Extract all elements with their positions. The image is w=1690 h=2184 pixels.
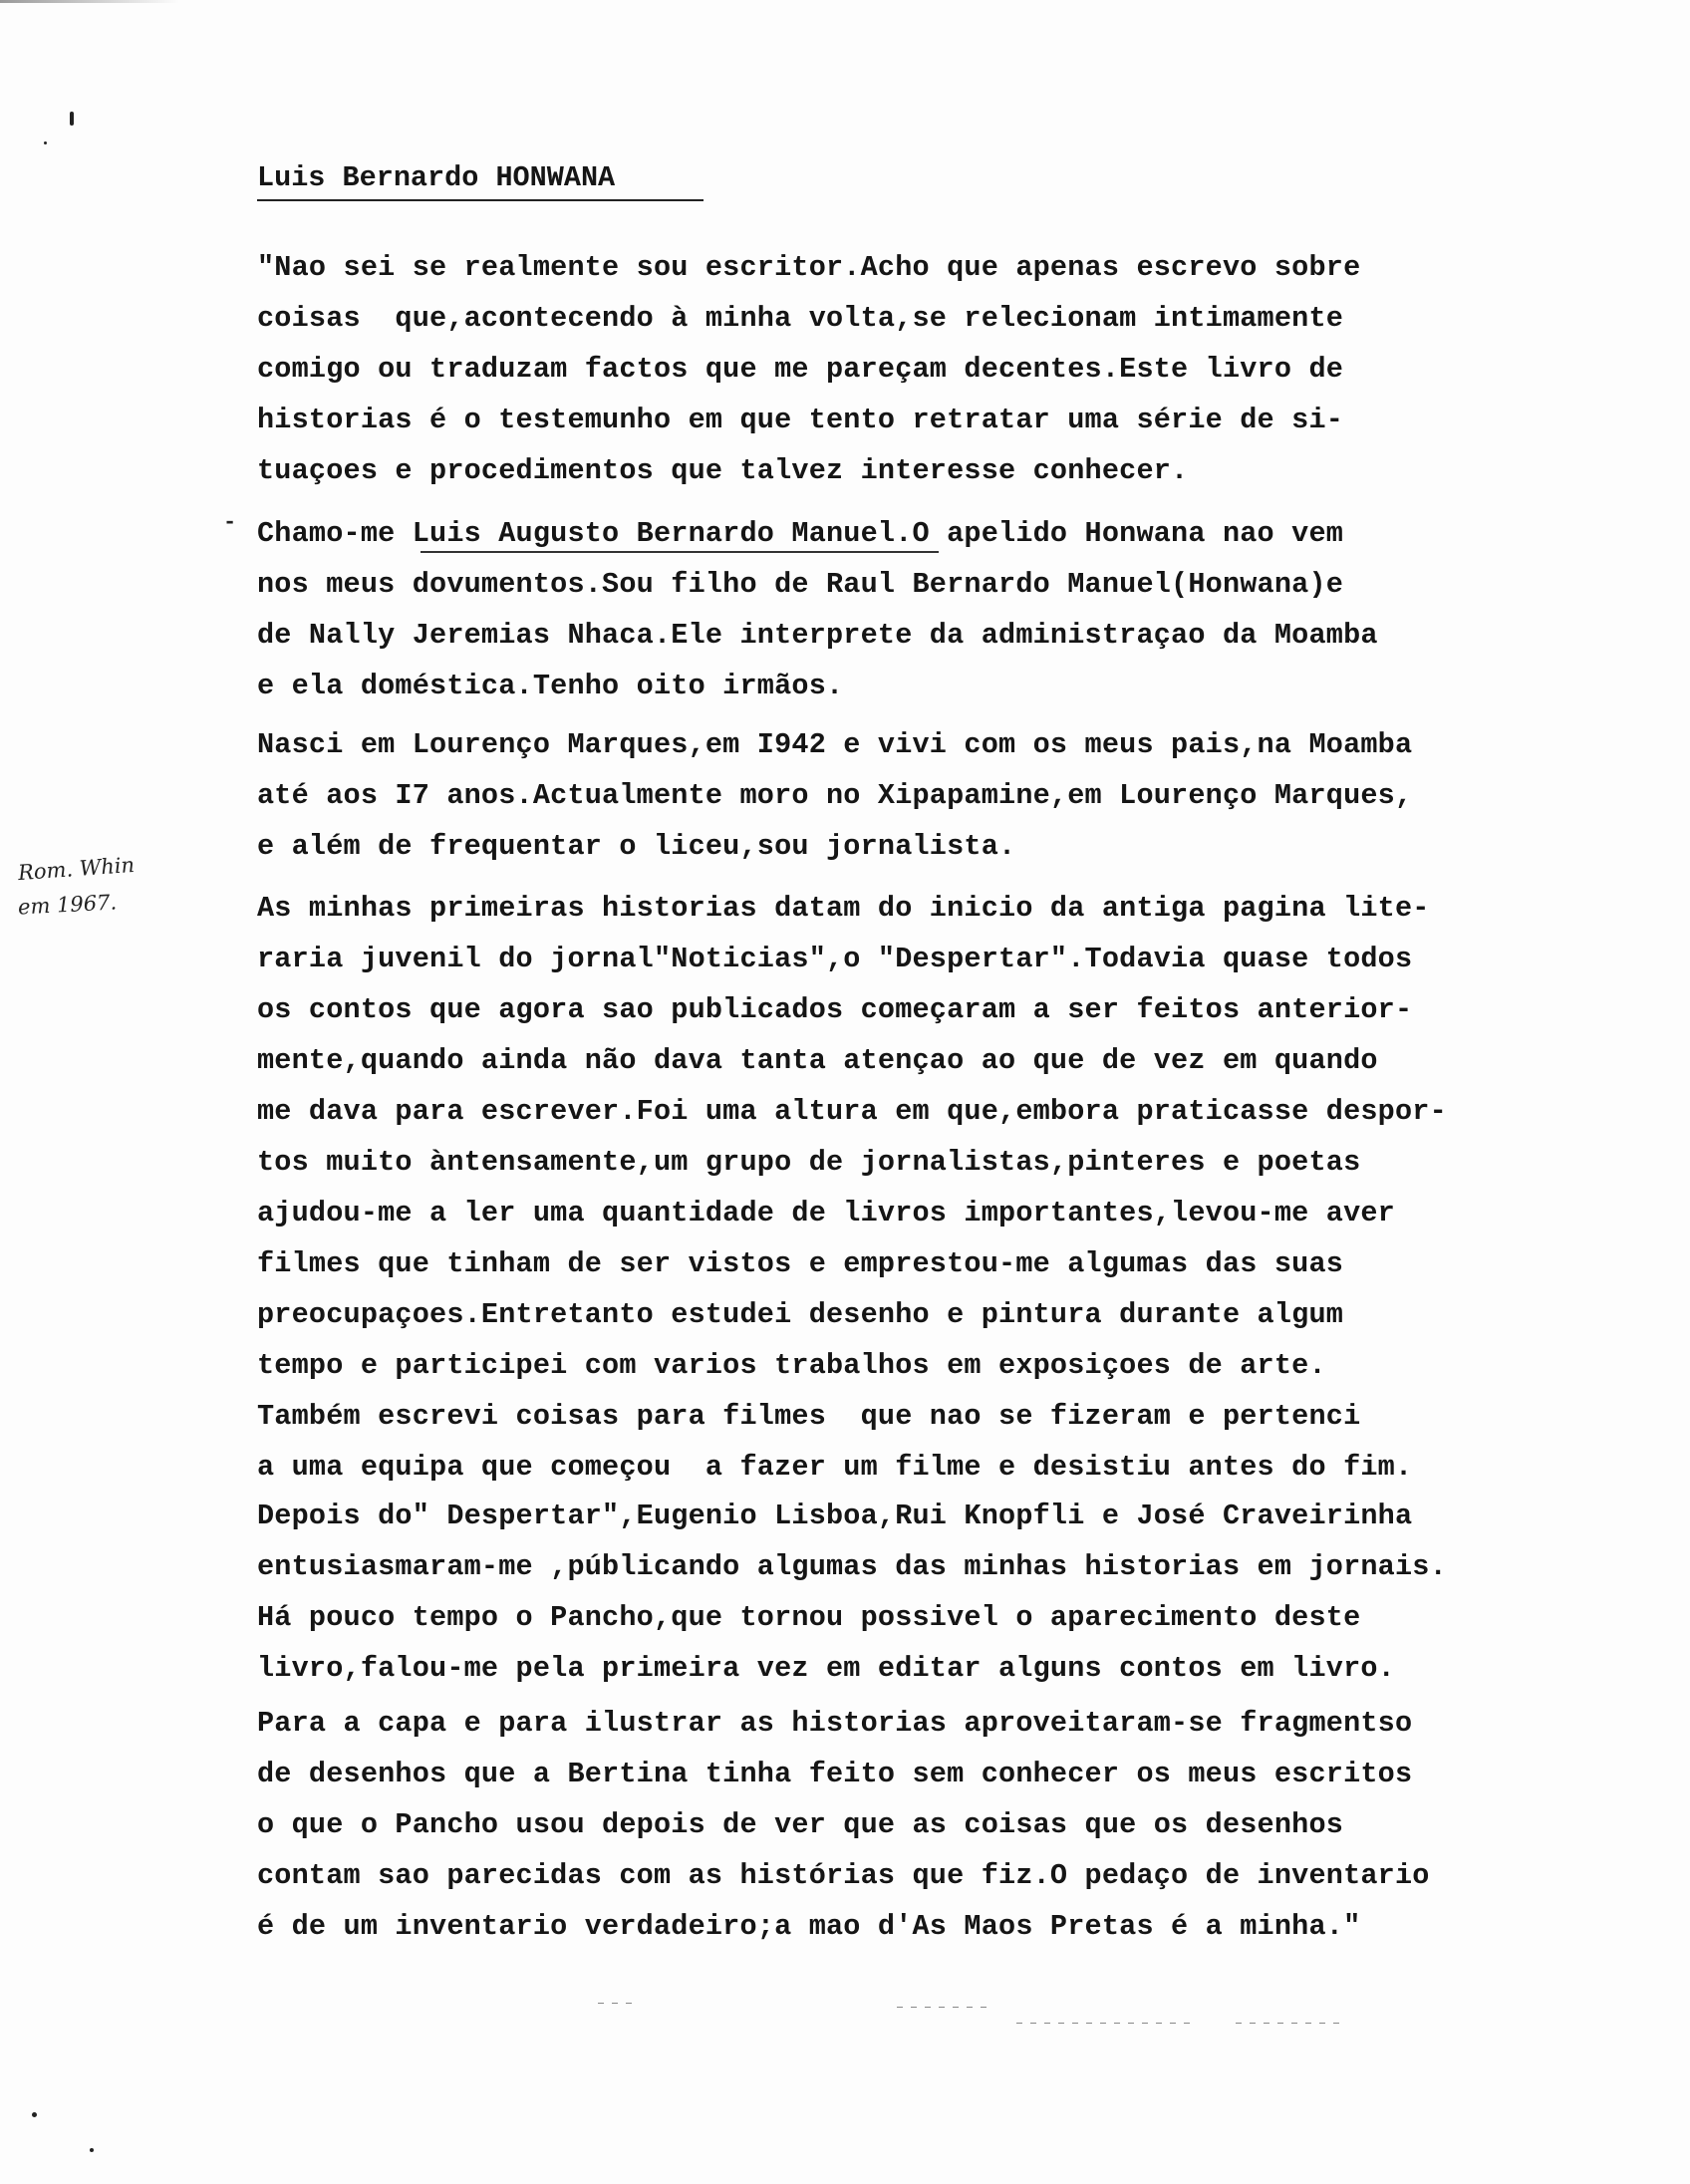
body-text	[257, 1491, 1552, 1694]
handwritten-margin-note: em 1967.	[17, 890, 118, 920]
text-line: Há pouco tempo o Pancho,que tornou possivel o aparecimento deste	[257, 1601, 1361, 1634]
text-line: As minhas primeiras historias datam do inicio da antiga pagina lite-	[257, 892, 1430, 925]
body-text	[257, 508, 1552, 711]
scan-noise	[1236, 2023, 1345, 2024]
text-line: raria juvenil do jornal"Noticias",o "Despertar".Todavia quase todos	[257, 943, 1413, 975]
text-line: Para a capa e para ilustrar as historias aproveitaram-se fragmentso	[257, 1707, 1413, 1740]
text-line: nos meus dovumentos.Sou filho de Raul Bernardo Manuel(Honwana)e	[257, 568, 1344, 601]
text-line: a uma equipa que começou a fazer um filme e desistiu antes do fim.	[257, 1451, 1413, 1484]
ink-speck	[70, 112, 74, 126]
text-line: ajudou-me a ler uma quantidade de livros importantes,levou-me aver	[257, 1197, 1395, 1229]
text-line: os contos que agora sao publicados começaram a ser feitos anterior-	[257, 993, 1413, 1026]
body-text	[257, 719, 1552, 872]
text-line: coisas que,acontecendo à minha volta,se relecionam intimamente	[257, 302, 1344, 335]
ink-speck	[90, 2148, 94, 2152]
text-line: me dava para escrever.Foi uma altura em que,embora praticasse despor-	[257, 1095, 1447, 1128]
text-line: tuaçoes e procedimentos que talvez interesse conhecer.	[257, 454, 1189, 487]
ink-speck	[44, 141, 47, 144]
text-line: entusiasmaram-me ,públicando algumas das minhas historias em jornais.	[257, 1550, 1447, 1583]
text-line: Nasci em Lourenço Marques,em I942 e vivi com os meus pais,na Moamba	[257, 728, 1413, 761]
text-line: preocupaçoes.Entretanto estudei desenho e pintura durante algum	[257, 1298, 1344, 1331]
scan-noise	[598, 2003, 638, 2004]
scan-noise	[1016, 2023, 1196, 2024]
title-underline	[257, 199, 704, 201]
ink-speck	[32, 2112, 37, 2117]
document-title: Luis Bernardo HONWANA	[257, 161, 616, 194]
body-text	[257, 883, 1552, 1493]
text-line: e ela doméstica.Tenho oito irmãos.	[257, 670, 844, 702]
scan-noise	[897, 2007, 986, 2008]
text-line: e além de frequentar o liceu,sou jornalista.	[257, 830, 1016, 863]
text-line: tos muito àntensamente,um grupo de jornalistas,pinteres e poetas	[257, 1146, 1361, 1179]
text-line: filmes que tinham de ser vistos e emprestou-me algumas das suas	[257, 1247, 1344, 1280]
text-line: Chamo-me Luis Augusto Bernardo Manuel.O apelido Honwana nao vem	[257, 517, 1344, 550]
body-text	[257, 242, 1552, 496]
text-line: até aos I7 anos.Actualmente moro no Xipapamine,em Lourenço Marques,	[257, 779, 1413, 812]
scan-edge	[0, 0, 179, 3]
text-line: tempo e participei com varios trabalhos em exposiçoes de arte.	[257, 1349, 1326, 1382]
handwritten-margin-note: Rom. Whin	[17, 852, 136, 886]
margin-dash: -	[223, 510, 237, 535]
text-line: "Nao sei se realmente sou escritor.Acho que apenas escrevo sobre	[257, 251, 1361, 284]
text-line: contam sao parecidas com as histórias que fiz.O pedaço de inventario	[257, 1859, 1430, 1892]
text-line: Depois do" Despertar",Eugenio Lisboa,Rui Knopfli e José Craveirinha	[257, 1500, 1413, 1532]
text-line: o que o Pancho usou depois de ver que as coisas que os desenhos	[257, 1808, 1344, 1841]
body-text	[257, 1698, 1552, 1952]
text-line: mente,quando ainda não dava tanta atençao ao que de vez em quando	[257, 1044, 1378, 1077]
text-line: de Nally Jeremias Nhaca.Ele interprete da administraçao da Moamba	[257, 619, 1378, 652]
text-line: livro,falou-me pela primeira vez em editar alguns contos em livro.	[257, 1652, 1395, 1685]
text-line: Também escrevi coisas para filmes que nao se fizeram e pertenci	[257, 1400, 1361, 1433]
text-line: de desenhos que a Bertina tinha feito sem conhecer os meus escritos	[257, 1758, 1413, 1790]
text-line: historias é o testemunho em que tento retratar uma série de si-	[257, 404, 1344, 436]
text-line: comigo ou traduzam factos que me pareçam decentes.Este livro de	[257, 353, 1344, 386]
text-line: é de um inventario verdadeiro;a mao d'As Maos Pretas é a minha."	[257, 1910, 1361, 1943]
